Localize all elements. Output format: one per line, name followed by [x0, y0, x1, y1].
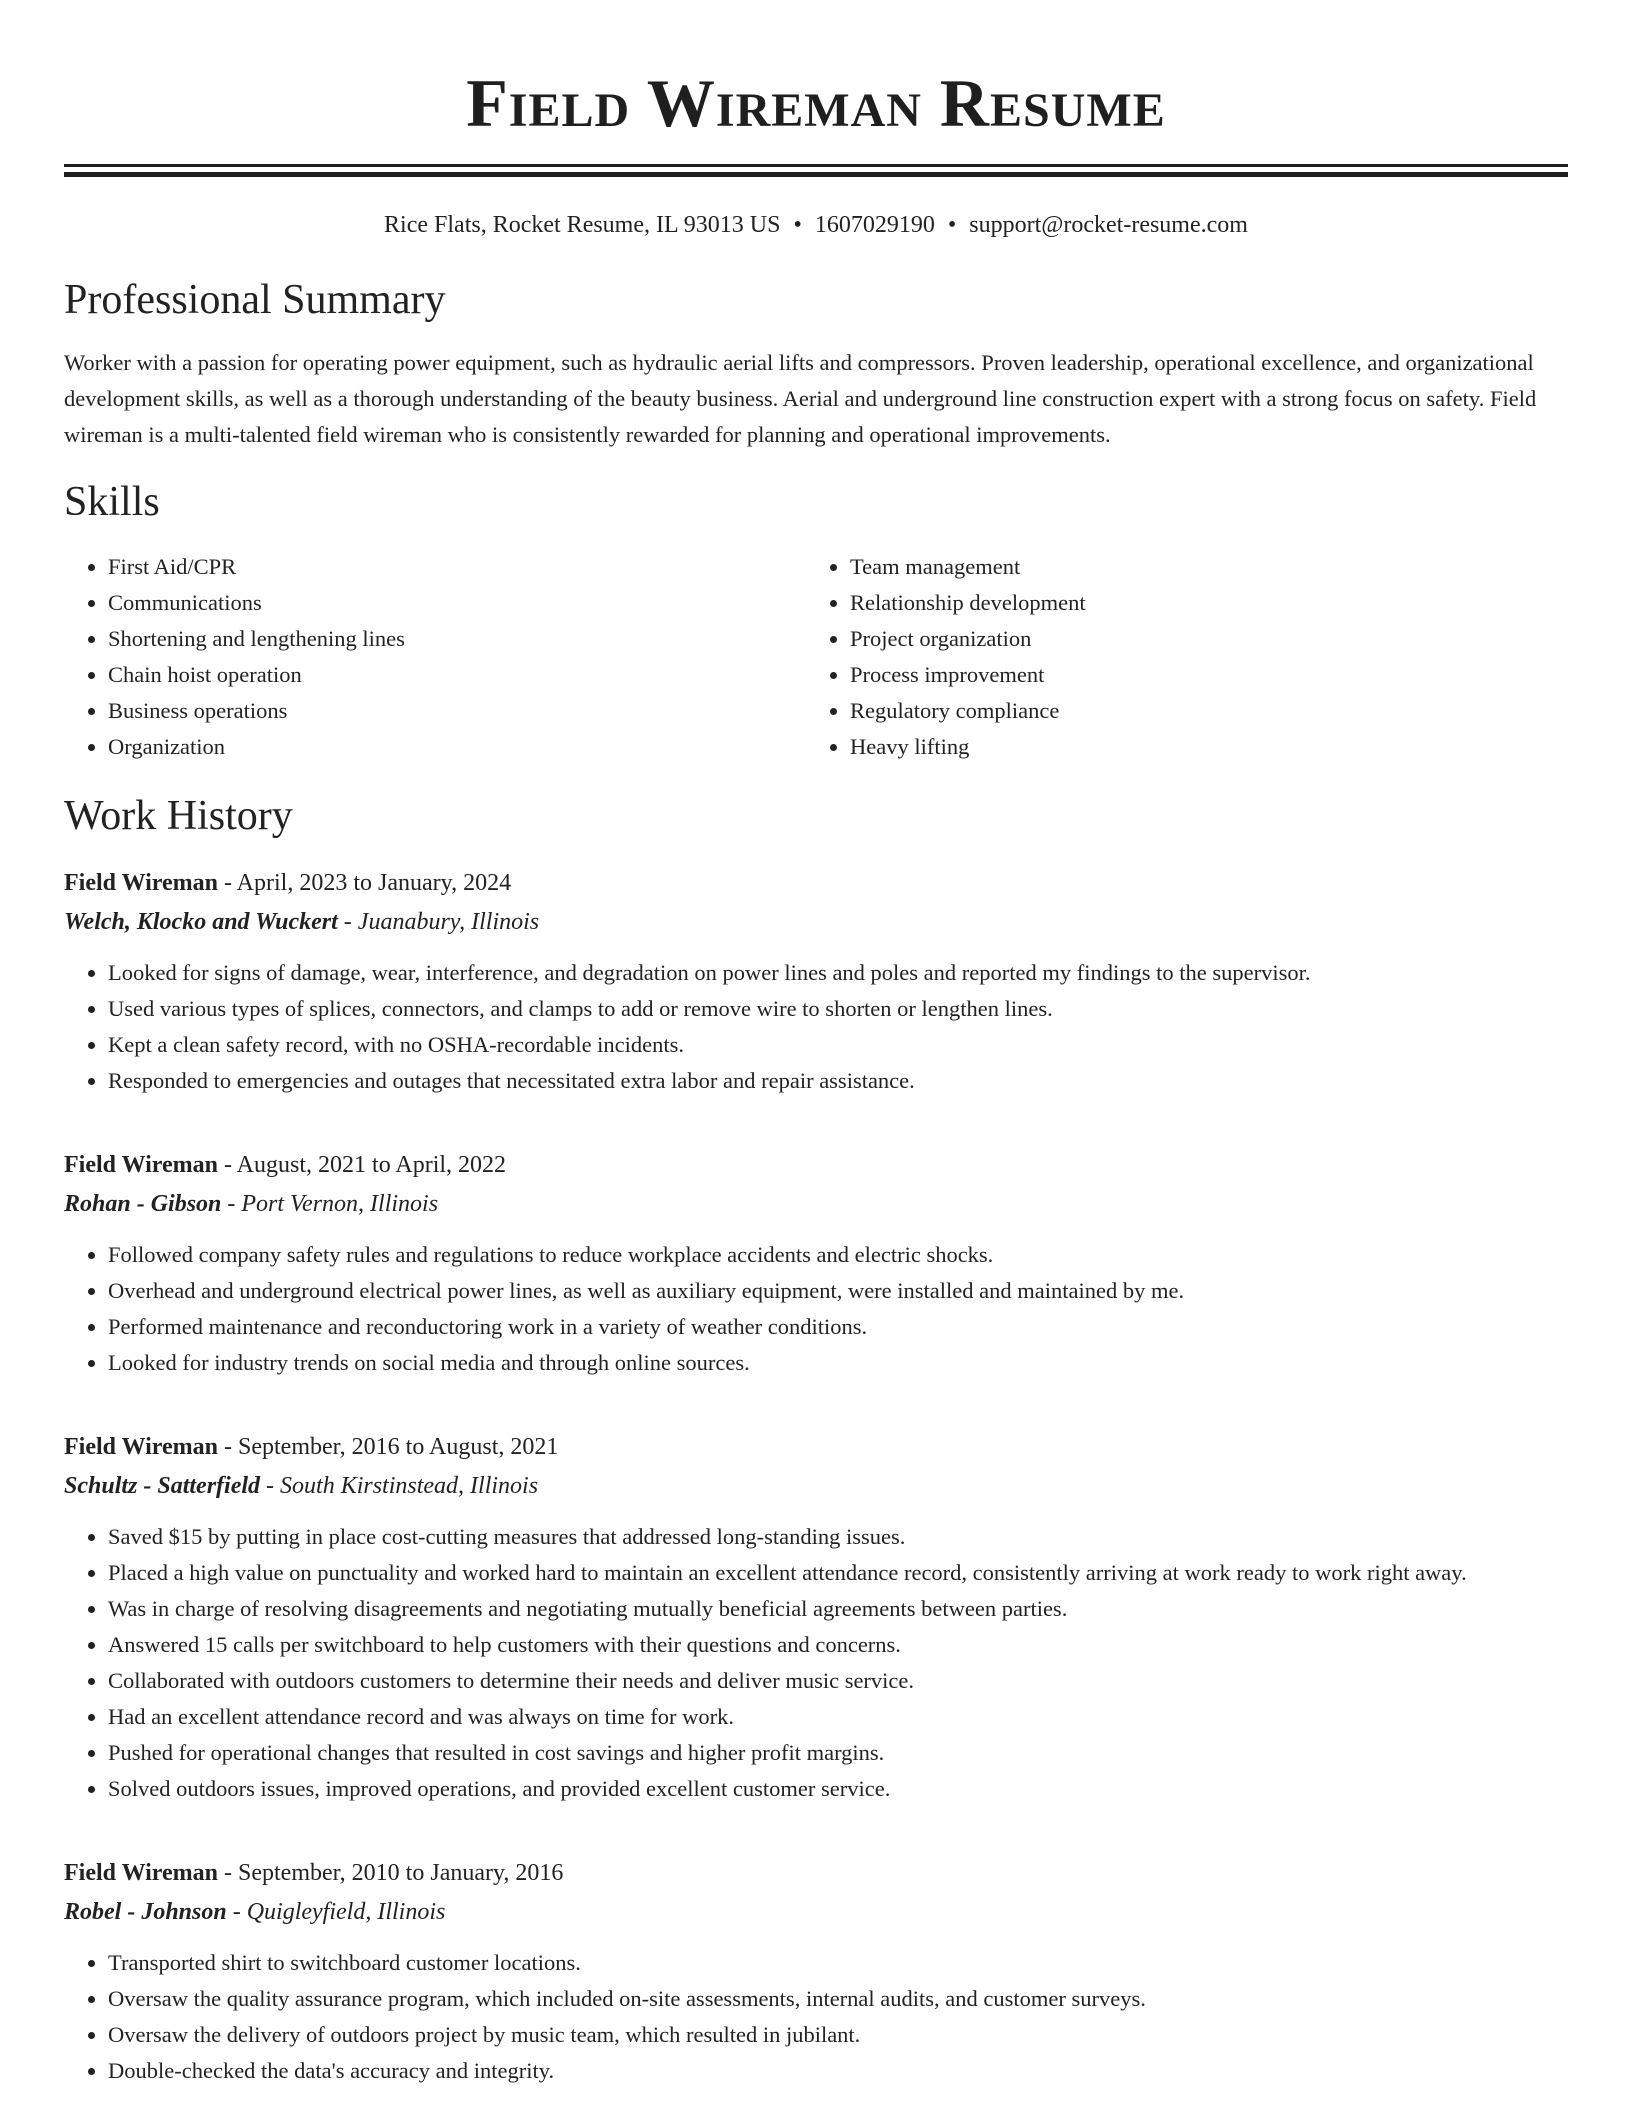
title-divider	[64, 164, 1568, 177]
company-line	[64, 1893, 1568, 1931]
company-location: - Port Vernon, Illinois	[221, 1191, 439, 1217]
job-title-line	[64, 1853, 1568, 1893]
company-location: - Juanabury, Illinois	[337, 909, 540, 935]
job-bullet: • Had an excellent attendance record and was always on time for work.	[108, 1699, 1568, 1735]
job-bullet: • Was in charge of resolving disagreements and negotiating mutually beneficial agreements between parties.	[108, 1591, 1568, 1627]
job-title: Field Wireman	[64, 1152, 219, 1178]
company-line	[64, 1467, 1568, 1505]
job-bullet: • Performed maintenance and reconductoring work in a variety of weather conditions.	[108, 1309, 1568, 1345]
skill-item: • Process improvement	[850, 657, 1548, 693]
job-bullet: • Followed company safety rules and regulations to reduce workplace accidents and electric shocks.	[108, 1237, 1568, 1273]
job-dates: - September, 2010 to January, 2016	[218, 1860, 564, 1886]
job-bullet: • Placed a high value on punctuality and worked hard to maintain an excellent attendance record, consistently arriving at work ready to work right away.	[108, 1555, 1568, 1591]
job-bullet: • Collaborated with outdoors customers to determine their needs and deliver music service.	[108, 1663, 1568, 1699]
company-location: - South Kirstinstead, Illinois	[260, 1473, 539, 1499]
job-entry	[64, 1145, 1568, 1381]
skill-item: • Team management	[850, 549, 1548, 585]
job-bullet: • Double-checked the data's accuracy and integrity.	[108, 2053, 1568, 2089]
job-bullet: • Oversaw the quality assurance program, which included on-site assessments, internal audits, and customer surveys.	[108, 1981, 1568, 2017]
job-bullet: • Saved $15 by putting in place cost-cutting measures that addressed long-standing issues.	[108, 1519, 1568, 1555]
contact-separator: •	[947, 212, 957, 238]
contact-address: Rice Flats, Rocket Resume, IL 93013 US	[384, 212, 781, 238]
company-name: Rohan - Gibson	[64, 1191, 222, 1217]
company-line	[64, 903, 1568, 941]
job-title-line	[64, 863, 1568, 903]
job-entry	[64, 1853, 1568, 2089]
job-bullets	[64, 955, 1568, 1099]
company-location: - Quigleyfield, Illinois	[226, 1899, 446, 1925]
skill-item: • Communications	[108, 585, 806, 621]
job-bullet: • Solved outdoors issues, improved operations, and provided excellent customer service.	[108, 1771, 1568, 1807]
summary-text: Worker with a passion for operating power equipment, such as hydraulic aerial lifts and compressors. Proven leadership, operational excellence, and organizational development skills, as well as a thorough understanding of the beauty business. Aerial and underground line construction expert with a strong focus on safety. Field wireman is a multi-talented field wireman who is consistently rewarded for planning and operational improvements.	[64, 350, 1537, 447]
skill-item: • Regulatory compliance	[850, 693, 1548, 729]
job-entry	[64, 863, 1568, 1099]
skill-item: • Chain hoist operation	[108, 657, 806, 693]
company-line	[64, 1185, 1568, 1223]
job-bullet: • Looked for industry trends on social media and through online sources.	[108, 1345, 1568, 1381]
job-bullet: • Kept a clean safety record, with no OSHA-recordable incidents.	[108, 1027, 1568, 1063]
job-dates: - September, 2016 to August, 2021	[218, 1434, 559, 1460]
skill-item: • First Aid/CPR	[108, 549, 806, 585]
skill-item: • Shortening and lengthening lines	[108, 621, 806, 657]
skill-item: • Relationship development	[850, 585, 1548, 621]
job-bullet: • Transported shirt to switchboard customer locations.	[108, 1945, 1568, 1981]
job-bullet: • Oversaw the delivery of outdoors project by music team, which resulted in jubilant.	[108, 2017, 1568, 2053]
skill-item: • Organization	[108, 729, 806, 765]
job-dates: - August, 2021 to April, 2022	[218, 1152, 507, 1178]
skills-column-left	[64, 549, 806, 765]
job-bullet: • Pushed for operational changes that resulted in cost savings and higher profit margins.	[108, 1735, 1568, 1771]
resume-title: Field Wireman Resume	[466, 65, 1166, 141]
job-bullet: • Looked for signs of damage, wear, interference, and degradation on power lines and poles and reported my findings to the supervisor.	[108, 955, 1568, 991]
job-title-line	[64, 1145, 1568, 1185]
company-name: Welch, Klocko and Wuckert	[64, 909, 338, 935]
job-title: Field Wireman	[64, 870, 219, 896]
skills-heading: Skills	[64, 479, 160, 525]
job-title-line	[64, 1427, 1568, 1467]
job-bullet: • Used various types of splices, connectors, and clamps to add or remove wire to shorten or lengthen lines.	[108, 991, 1568, 1027]
contact-separator: •	[793, 212, 802, 238]
job-bullets	[64, 1237, 1568, 1381]
job-entry	[64, 1427, 1568, 1807]
job-title: Field Wireman	[64, 1434, 219, 1460]
skills-column-right	[806, 549, 1548, 765]
skill-item: • Heavy lifting	[850, 729, 1548, 765]
skill-item: • Business operations	[108, 693, 806, 729]
skills-list	[64, 549, 1568, 765]
job-bullet: • Overhead and underground electrical power lines, as well as auxiliary equipment, were installed and maintained by me.	[108, 1273, 1568, 1309]
contact-email: support@rocket-resume.com	[969, 212, 1248, 238]
resume-page	[64, 0, 1568, 2089]
job-bullets	[64, 1945, 1568, 2089]
company-name: Robel - Johnson	[64, 1899, 227, 1925]
job-bullet: • Answered 15 calls per switchboard to help customers with their questions and concerns.	[108, 1627, 1568, 1663]
job-dates: - April, 2023 to January, 2024	[218, 870, 512, 896]
job-title: Field Wireman	[64, 1860, 219, 1886]
contact-line	[64, 209, 1568, 241]
skill-item: • Project organization	[850, 621, 1548, 657]
job-bullets	[64, 1519, 1568, 1807]
work-history-heading: Work History	[64, 793, 293, 839]
contact-phone: 1607029190	[814, 212, 935, 238]
job-bullet: • Responded to emergencies and outages that necessitated extra labor and repair assistance.	[108, 1063, 1568, 1099]
summary-heading: Professional Summary	[64, 277, 446, 323]
company-name: Schultz - Satterfield	[64, 1473, 261, 1499]
